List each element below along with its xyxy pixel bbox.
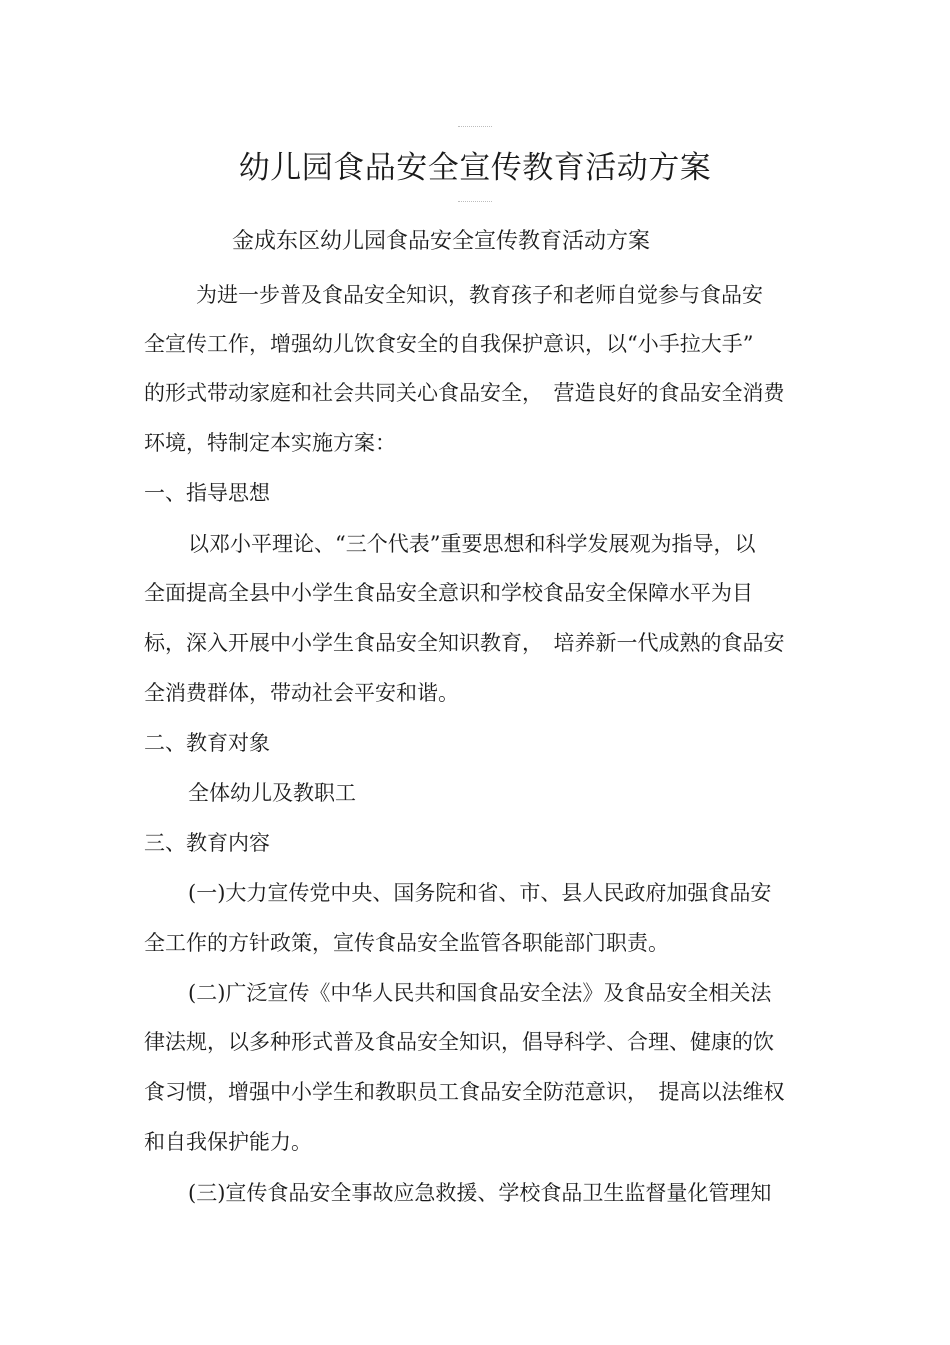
- section-1-heading: 一、指导思想: [144, 481, 270, 505]
- section-3-item-2-line-4: 和自我保护能力。: [144, 1130, 312, 1154]
- section-2-heading: 二、教育对象: [144, 731, 270, 755]
- section-3-item-2-line-1: (二)广泛宣传《中华人民共和国食品安全法》及食品安全相关法: [188, 981, 772, 1005]
- intro-line-4: 环境，特制定本实施方案：: [144, 431, 396, 455]
- intro-line-1: 为进一步普及食品安全知识，教育孩子和老师自觉参与食品安: [196, 283, 763, 307]
- section-3-item-2-line-2: 律法规，以多种形式普及食品安全知识，倡导科学、合理、健康的饮: [144, 1030, 774, 1054]
- section-1-line-1: 以邓小平理论、“三个代表”重要思想和科学发展观为指导，以: [188, 532, 756, 556]
- document-subtitle: 金成东区幼儿园食品安全宣传教育活动方案: [232, 229, 651, 254]
- section-3-item-1-line-2: 全工作的方针政策，宣传食品安全监管各职能部门职责。: [144, 931, 669, 955]
- intro-line-2: 全宣传工作，增强幼儿饮食安全的自我保护意识，以“小手拉大手”: [144, 332, 754, 356]
- title-underline-dots: [458, 201, 492, 202]
- section-1-line-2: 全面提高全县中小学生食品安全意识和学校食品安全保障水平为目: [144, 581, 753, 605]
- section-1-line-3: 标，深入开展中小学生食品安全知识教育， 培养新一代成熟的食品安: [144, 631, 785, 655]
- section-3-heading: 三、教育内容: [144, 831, 270, 855]
- section-1-line-4: 全消费群体，带动社会平安和谐。: [144, 681, 459, 705]
- section-3-item-2-line-3: 食习惯，增强中小学生和教职员工食品安全防范意识， 提高以法维权: [144, 1080, 785, 1104]
- intro-line-3: 的形式带动家庭和社会共同关心食品安全， 营造良好的食品安全消费: [144, 381, 785, 405]
- page-title: 幼儿园食品安全宣传教育活动方案: [238, 150, 712, 186]
- header-dots: [458, 126, 492, 127]
- section-2-line-1: 全体幼儿及教职工: [188, 781, 356, 805]
- section-3-item-3-line-1: (三)宣传食品安全事故应急救援、学校食品卫生监督量化管理知: [188, 1181, 772, 1205]
- section-3-item-1-line-1: (一)大力宣传党中央、国务院和省、市、县人民政府加强食品安: [188, 881, 772, 905]
